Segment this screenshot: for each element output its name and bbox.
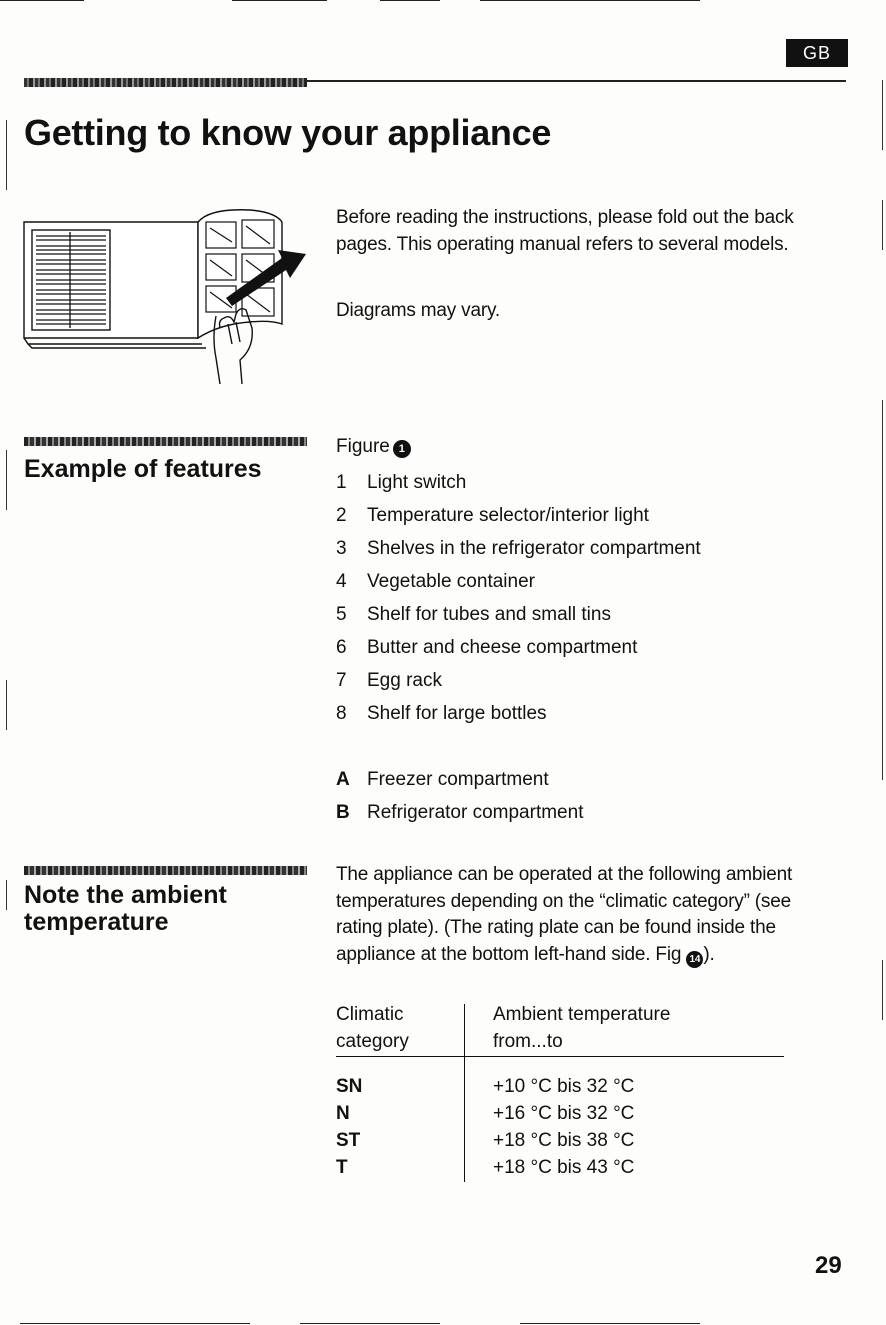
item-letter: A: [336, 769, 350, 790]
list-item: [336, 769, 583, 802]
list-item: [336, 802, 583, 835]
header-line: Climatic: [336, 1004, 404, 1025]
page-number: 29: [815, 1252, 842, 1279]
list-item: [336, 670, 701, 703]
header-line: category: [336, 1031, 409, 1052]
heading-line: Note the ambient: [24, 881, 227, 909]
temperature-range: +18 °C bis 38 °C: [493, 1130, 635, 1151]
header-line: Ambient temperature: [493, 1004, 671, 1025]
table-header-temperature: [493, 1001, 670, 1055]
item-label: Shelves in the refrigerator compartment: [367, 538, 701, 559]
scan-mark: [6, 680, 7, 730]
figure-label: [336, 436, 411, 458]
temperature-range: +16 °C bis 32 °C: [493, 1103, 635, 1124]
item-number: 4: [336, 571, 347, 592]
table-header-category: [336, 1001, 409, 1055]
fig-ref-badge: 14: [686, 951, 703, 968]
header-bar: [24, 78, 307, 87]
scan-mark: [520, 1323, 700, 1324]
header-line: from...to: [493, 1031, 563, 1052]
item-label: Shelf for large bottles: [367, 703, 547, 724]
item-label: Butter and cheese compartment: [367, 637, 638, 658]
feature-list: [336, 472, 701, 736]
temperature-range: +10 °C bis 32 °C: [493, 1076, 635, 1097]
scan-mark: [480, 0, 700, 1]
table-column-rule: [464, 1004, 465, 1182]
climate-category: ST: [336, 1130, 361, 1151]
scan-mark: [20, 1323, 250, 1324]
climate-category: SN: [336, 1076, 363, 1097]
list-item: [336, 604, 701, 637]
item-number: 6: [336, 637, 347, 658]
ambient-heading: [24, 882, 227, 936]
scan-mark: [882, 960, 883, 1020]
ambient-paragraph: [336, 862, 826, 968]
figure-label-text: Figure: [336, 436, 390, 457]
scan-mark: [6, 120, 7, 190]
section-bar: [24, 437, 307, 446]
scan-mark: [882, 200, 883, 250]
item-label: Light switch: [367, 472, 467, 493]
climate-category: T: [336, 1157, 348, 1178]
heading-line: temperature: [24, 908, 169, 936]
page-title: Getting to know your appliance: [24, 112, 552, 153]
item-label: Vegetable container: [367, 571, 535, 592]
scan-mark: [380, 0, 440, 1]
ambient-text: The appliance can be operated at the following ambient temperatures depending on the “climatic category” (see rating plate). (The rating plate can be found inside the appliance at the bottom left-hand side. Fig: [336, 864, 793, 965]
table-header-rule: [336, 1056, 784, 1057]
item-number: 7: [336, 670, 347, 691]
fig-suffix: ).: [703, 943, 715, 965]
item-number: 3: [336, 538, 347, 559]
scan-mark: [6, 450, 7, 510]
list-item: [336, 538, 701, 571]
scan-mark: [0, 0, 84, 1]
list-item: [336, 472, 701, 505]
item-number: 2: [336, 505, 347, 526]
list-item: [336, 571, 701, 604]
list-item: [336, 703, 701, 736]
scan-mark: [6, 880, 7, 910]
item-label: Freezer compartment: [367, 769, 549, 790]
list-item: [336, 637, 701, 670]
item-label: Shelf for tubes and small tins: [367, 604, 611, 625]
item-letter: B: [336, 802, 350, 823]
fold-out-pages-illustration: [20, 198, 310, 388]
temperature-range: +18 °C bis 43 °C: [493, 1157, 635, 1178]
features-heading: Example of features: [24, 455, 262, 483]
intro-note: Diagrams may vary.: [336, 300, 500, 321]
item-number: 8: [336, 703, 347, 724]
item-label: Egg rack: [367, 670, 442, 691]
climate-category: N: [336, 1103, 350, 1124]
figure-number-badge: 1: [393, 440, 411, 458]
compartment-list: [336, 769, 583, 835]
scan-mark: [300, 1323, 440, 1324]
section-bar: [24, 866, 307, 875]
scan-mark: [232, 0, 327, 1]
list-item: [336, 505, 701, 538]
scan-mark: [882, 80, 883, 150]
item-number: 5: [336, 604, 347, 625]
item-number: 1: [336, 472, 347, 493]
intro-paragraph: Before reading the instructions, please fold out the back pages. This operating manual refers to several models.: [336, 207, 794, 255]
language-badge: GB: [786, 39, 848, 67]
item-label: Temperature selector/interior light: [367, 505, 649, 526]
scan-mark: [882, 400, 883, 780]
item-label: Refrigerator compartment: [367, 802, 584, 823]
